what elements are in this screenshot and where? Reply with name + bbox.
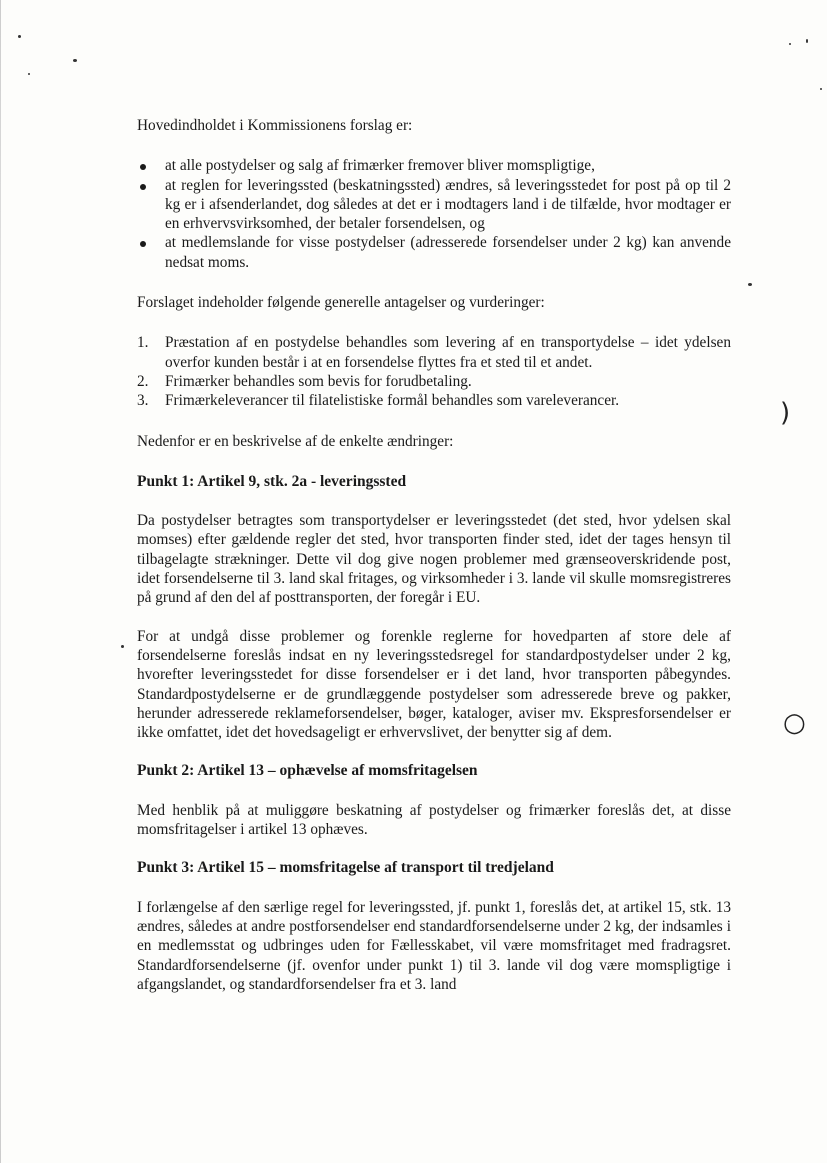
scan-speck [121,645,124,648]
list-item: at alle postydelser og salg af frimærker fremover bliver momspligtige, [137,156,731,175]
scan-speck [820,88,822,90]
document-body [137,116,731,994]
scan-speck [789,43,791,45]
scan-edge [0,0,1,1163]
proposal-bullet-list [137,156,731,272]
section-heading-punkt-3: Punkt 3: Artikel 15 – momsfritagelse af transport til tredjeland [137,859,554,877]
assumptions-intro: Forslaget indeholder følgende generelle antagelser og vurderinger: [137,294,545,312]
bullet-icon [140,164,146,170]
list-item: 2. Frimærker behandles som bevis for forudbetaling. [137,372,472,390]
punch-hole-mark: ○ [783,708,806,738]
scan-speck [748,283,752,286]
scan-speck [18,35,21,38]
scan-speck [28,73,30,75]
section-paragraph: Med henblik på at muliggøre beskatning af postydelser og frimærker foreslås det, at disse momsfritagelser i artikel 13 ophæves. [137,801,731,839]
bullet-icon [140,241,146,247]
section-paragraph: For at undgå disse problemer og forenkle reglerne for hovedparten af store dele af forsendelserne foreslås indsat en ny leveringsstedsregel for standardpostydelser under 2 kg, hvorefter leveringsstedet for disse forsendelser er i det land, hvor transporten påbegyndes. Standardpostydelserne er de grundlæggende postydelser som adresserede breve og pakker, herunder adresserede reklameforsendelser, bøger, kataloger, aviser mv. Ekspresforsendelser er ikke omfattet, idet det hovedsageligt er erhvervslivet, der benytter sig af dem. [137,627,731,742]
bullet-icon [140,184,146,190]
list-item: at medlemslande for visse postydelser (adresserede forsendelser under 2 kg) kan anvende nedsat moms. [137,233,731,272]
changes-intro: Nedenfor er en beskrivelse af de enkelte ændringer: [137,432,454,450]
intro-text: Hovedindholdet i Kommissionens forslag er: [137,117,413,134]
section-paragraph: I forlængelse af den særlige regel for leveringssted, jf. punkt 1, foreslås det, at artikel 15, stk. 13 ændres, således at andre postforsendelser end standardforsendelserne under 2 kg, der indsamles i en medlemsstat og udbringes uden for Fællesskabet, vil være momsfritaget med fradragsret. Standardforsendelserne (jf. ovenfor under punkt 1) til 3. lande vil dog være momspligtige i afgangslandet, og standardforsendelser fra et 3. land [137,898,731,993]
section-heading-punkt-2: Punkt 2: Artikel 13 – ophævelse af momsfritagelsen [137,762,478,780]
scan-speck [806,39,808,43]
scan-speck [73,59,77,62]
punch-hole-mark: ) [780,398,791,428]
section-heading-punkt-1: Punkt 1: Artikel 9, stk. 2a - leveringssted [137,472,407,490]
list-item: 1. Præstation af en postydelse behandles som levering af en transportydelse – idet ydelsen overfor kunden består i at en forsendelse flyttes fra et sted til et andet. [137,334,731,371]
section-paragraph: Da postydelser betragtes som transportydelser er leveringsstedet (det sted, hvor ydelsen skal momses) efter gældende regler det sted, hvor transporten finder sted, idet der tages hensyn til tilbagelagte strækninger. Dette vil dog give nogen problemer med grænseoverskridende post, idet forsendelserne til 3. land skal fritages, og virksomheder i 3. lande vil skulle momsregistreres på grund af den del af posttransporten, der foregår i EU. [137,512,731,607]
list-item: 3. Frimærkeleverancer til filatelistiske formål behandles som vareleverancer. [137,392,620,410]
list-item: at reglen for leveringssted (beskatningssted) ændres, så leveringsstedet for post på op til 2 kg er i afsenderlandet, dog således at det er i modtagers land i de tilfælde, hvor modtager er en erhvervsvirksomhed, der betaler forsendelsen, og [137,176,731,234]
assumptions-numbered-list [137,333,731,410]
